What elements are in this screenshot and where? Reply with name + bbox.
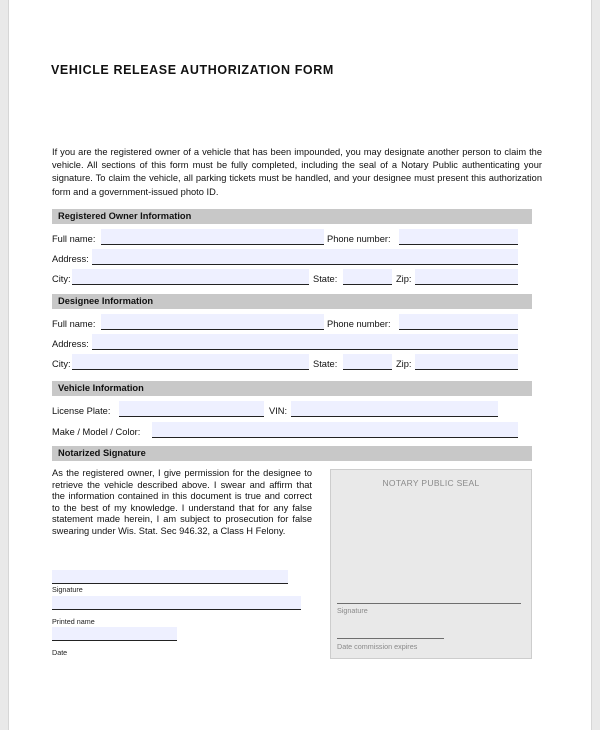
notary-seal-title: NOTARY PUBLIC SEAL (382, 478, 480, 488)
designee-section-header: Designee Information (52, 294, 532, 309)
notary-seal-box (330, 469, 532, 659)
printed-name-field[interactable] (52, 596, 301, 610)
owner-phone-label: Phone number: (327, 234, 391, 244)
owner-full-name-field[interactable] (101, 229, 324, 245)
owner-section-header: Registered Owner Information (52, 209, 532, 224)
designee-phone-field[interactable] (399, 314, 518, 330)
designee-zip-field[interactable] (415, 354, 518, 370)
notary-signature-line[interactable] (337, 603, 521, 604)
designee-state-label: State: (313, 359, 338, 369)
owner-statement: As the registered owner, I give permission for the designee to retrieve the vehicle described above. I swear and affirm that the information contained in this document is true and correct to the best of my knowledge. I understand that for any false statement made herein, I am subject to prosecution for false swearing under Wis. Stat. Sec 946.32, a Class H Felony. (52, 468, 312, 536)
make-model-color-label: Make / Model / Color: (52, 427, 141, 437)
vin-label: VIN: (269, 406, 288, 416)
designee-phone-label: Phone number: (327, 319, 391, 329)
designee-address-field[interactable] (92, 334, 518, 350)
owner-signature-field[interactable] (52, 570, 288, 584)
vin-field[interactable] (291, 401, 498, 417)
owner-state-field[interactable] (343, 269, 392, 285)
owner-signature-label: Signature (52, 585, 83, 594)
owner-zip-field[interactable] (415, 269, 518, 285)
designee-zip-label: Zip: (396, 359, 412, 369)
make-model-color-field[interactable] (152, 422, 518, 438)
date-label: Date (52, 648, 68, 657)
designee-state-field[interactable] (343, 354, 392, 370)
form-title: VEHICLE RELEASE AUTHORIZATION FORM (51, 63, 334, 77)
owner-city-label: City: (52, 274, 71, 284)
designee-city-label: City: (52, 359, 71, 369)
owner-city-field[interactable] (72, 269, 309, 285)
form-page (8, 0, 592, 730)
license-plate-label: License Plate: (52, 406, 111, 416)
date-field[interactable] (52, 627, 177, 641)
printed-name-label: Printed name (52, 617, 95, 626)
notarized-section-header: Notarized Signature (52, 446, 532, 461)
owner-address-field[interactable] (92, 249, 518, 265)
designee-full-name-label: Full name: (52, 319, 96, 329)
owner-phone-field[interactable] (399, 229, 518, 245)
designee-full-name-field[interactable] (101, 314, 324, 330)
license-plate-field[interactable] (119, 401, 264, 417)
owner-full-name-label: Full name: (52, 234, 96, 244)
commission-expiry-line[interactable] (337, 638, 444, 639)
commission-expiry-label: Date commission expires (337, 642, 418, 651)
owner-zip-label: Zip: (396, 274, 412, 284)
owner-state-label: State: (313, 274, 338, 284)
vehicle-section-header: Vehicle Information (52, 381, 532, 396)
intro-paragraph: If you are the registered owner of a vehicle that has been impounded, you may designate another person to claim the vehicle. All sections of this form must be fully completed, including the seal of a Notary Public authenticating your signature. To claim the vehicle, all parking tickets must be handled, and your designee must present this authorization form and a government-issued photo ID. (52, 147, 542, 197)
notary-signature-label: Signature (337, 606, 368, 615)
owner-address-label: Address: (52, 254, 89, 264)
designee-city-field[interactable] (72, 354, 309, 370)
designee-address-label: Address: (52, 339, 89, 349)
